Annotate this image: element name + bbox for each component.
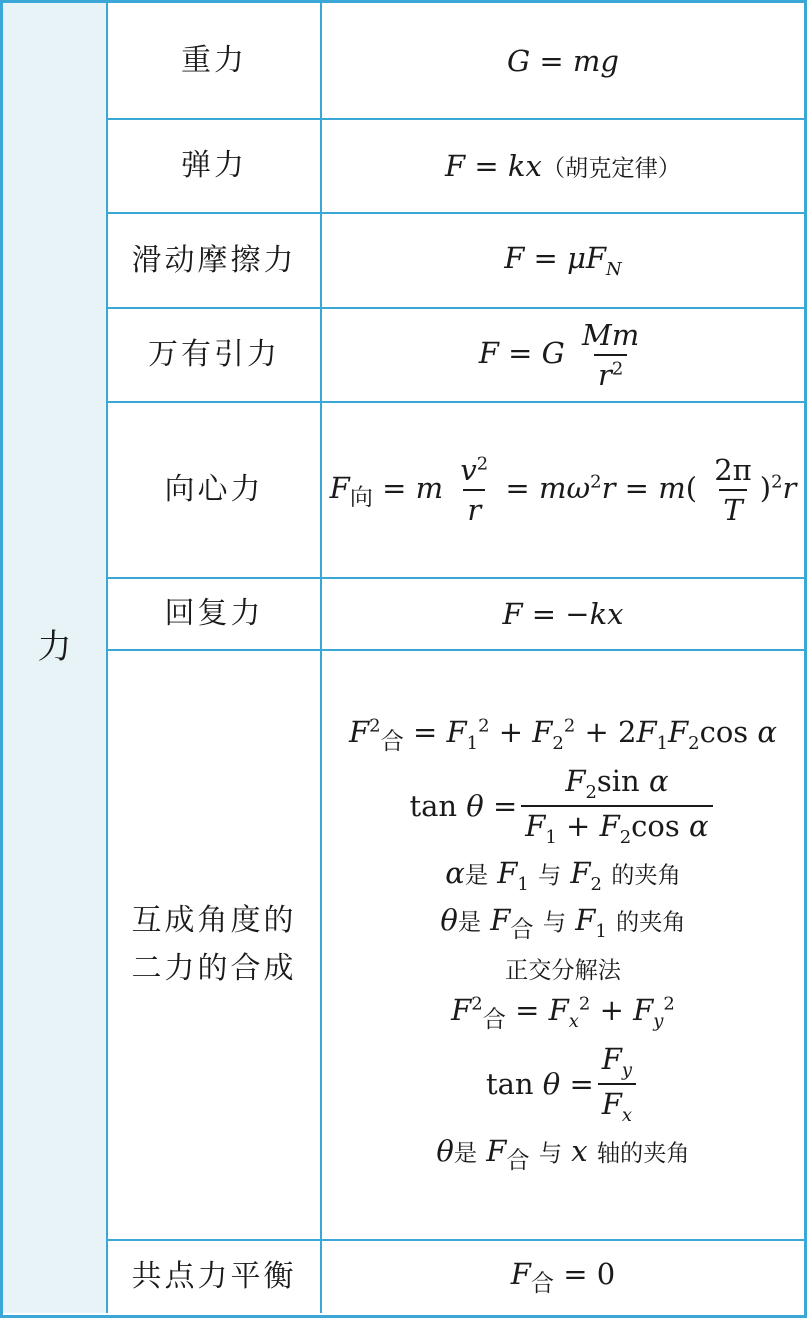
hooke-law-label: （胡克定律） [541,155,681,182]
formula-restoring: F = −kx [322,579,804,651]
subscript-he: 合 [530,1269,555,1297]
composition-line-2: tan θ = $\frac{F_2\sin \alpha}{F_1 + F_2\cos \alpha}$ [409,764,716,848]
row-name-elastic: 弹力 [108,120,322,214]
composition-line-6: $F^2_合 = F_x^2 + F_y^2$ [451,993,675,1034]
formula-elastic: F = kx（胡克定律） [322,120,804,214]
composition-line-3: α是 $F_1$ 与 $F_2$ 的夹角 [445,855,681,895]
row-name-composition: 互成角度的二力的合成 [108,651,322,1241]
formula-friction: $F = \mu F_N$ [322,214,804,309]
formula-equilibrium: $F_合 = 0$ [510,1256,616,1297]
row-name-friction: 滑动摩擦力 [108,214,322,309]
composition-line-7: tan θ = $\frac{F_y}{F_x}$ [486,1042,640,1126]
row-name-gravity: 重力 [108,3,322,120]
row-name-centripetal: 向心力 [108,403,322,579]
subscript-xiang: 向 [349,483,373,511]
category-cell [3,3,108,1313]
composition-line-8: θ是 $F_合$ 与 x 轴的夹角 [436,1133,690,1174]
formula-gravitation: F = G $\frac{Mm}{r^2}$ [322,309,804,403]
row-name-restoring: 回复力 [108,579,322,651]
formula-composition [322,651,804,1241]
row-name-equilibrium: 共点力平衡 [108,1241,322,1313]
composition-line-4: θ是 $F_合$ 与 $F_1$ 的夹角 [440,902,686,943]
composition-line-5: 正交分解法 [505,957,621,985]
formula-centripetal: $F_向 = m$ $\frac{v^2}{r}$ = $m\omega^2r = m$( $\frac{2\pi}{T}$ )$^2$r [322,403,804,579]
formula-gravity: G = mg [322,3,804,120]
row-name-gravitation: 万有引力 [108,309,322,403]
category-label: 力 [37,626,72,667]
composition-line-1: $F^2_合 = F_1^2 + F_2^2 + 2F_1F_2\cos$ α [349,715,777,756]
